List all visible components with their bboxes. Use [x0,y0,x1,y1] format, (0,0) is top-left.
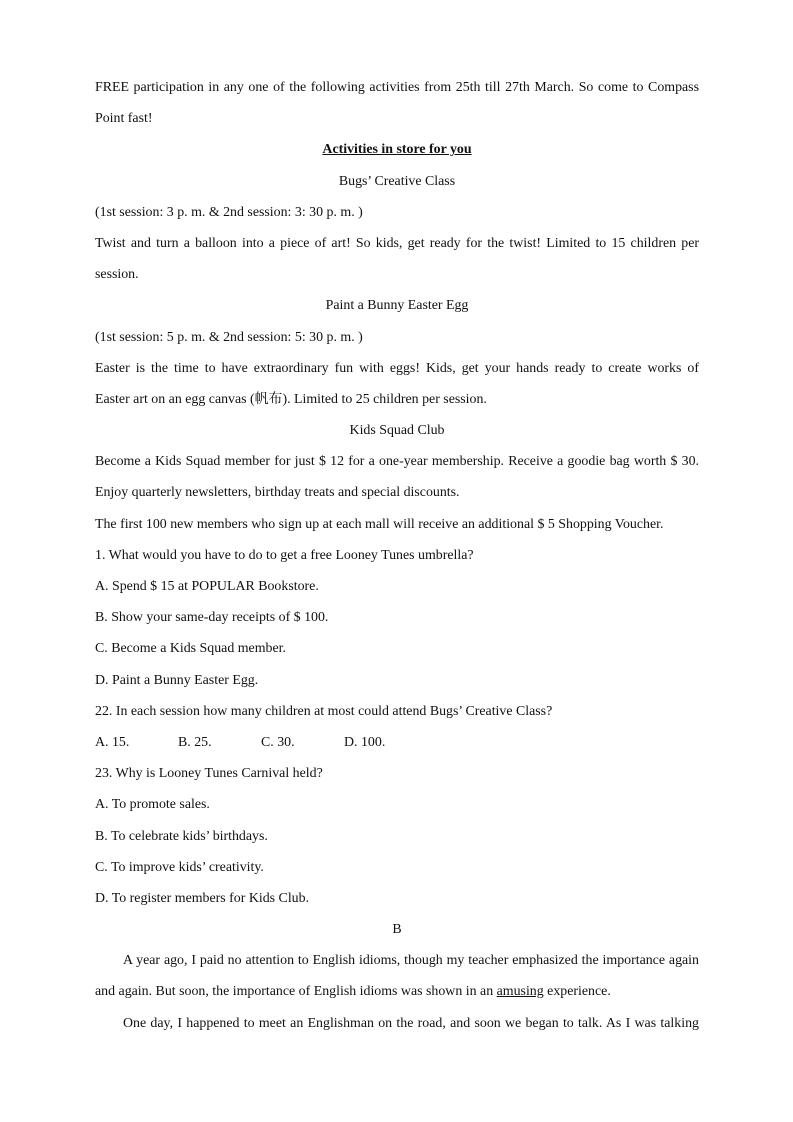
activities-heading: Activities in store for you [322,142,472,158]
question-23-option-a: A. To promote sales. [95,797,210,813]
question-23-option-b: B. To celebrate kids’ birthdays. [95,828,268,844]
question-1-option-b: B. Show your same-day receipts of $ 100. [95,610,329,626]
kids-squad-line-3: The first 100 new members who sign up at each mall will receive an additional $ 5 Shopping Voucher. [95,516,664,532]
question-22-stem: 22. In each session how many children at most could attend Bugs’ Creative Class? [95,703,553,719]
kids-squad-line-2: Enjoy quarterly newsletters, birthday treats and special discounts. [95,485,460,501]
bugs-class-desc-2: session. [95,267,139,283]
bunny-egg-title: Paint a Bunny Easter Egg [325,298,469,314]
question-1-option-c: C. Become a Kids Squad member. [95,641,286,657]
question-1-option-a: A. Spend $ 15 at POPULAR Bookstore. [95,579,319,594]
question-22-option-b: B. 25. [178,734,212,750]
question-23-option-c: C. To improve kids’ creativity. [95,859,264,875]
question-22-option-c: C. 30. [261,734,295,750]
intro-line-1: FREE participation in any one of the following activities from 25th till 27th March. So come to Compass [95,80,699,95]
question-22-options [95,727,699,758]
question-22-option-d: D. 100. [344,734,386,750]
question-22-option-a: A. 15. [95,734,130,750]
question-23-option-d: D. To register members for Kids Club. [95,890,310,906]
bugs-class-desc-1: Twist and turn a balloon into a piece of art! So kids, get ready for the twist! Limited to 15 children per [95,235,699,251]
bugs-class-sessions: (1st session: 3 p. m. & 2nd session: 3: 30 p. m. ) [95,204,363,220]
bugs-class-title: Bugs’ Creative Class [338,173,456,189]
bunny-egg-desc-1: Easter is the time to have extraordinary fun with eggs! Kids, get your hands ready to create works of [95,360,699,376]
section-b-para-1-line-2 [95,976,699,1007]
question-1-stem: 1. What would you have to do to get a free Looney Tunes umbrella? [95,547,474,563]
document-page [95,72,699,1039]
section-b-para-2-line-1: One day, I happened to meet an Englishman on the road, and soon we began to talk. As I was talking [123,1015,699,1031]
para-1-text-post: experience. [543,984,611,1000]
kids-squad-title: Kids Squad Club [349,423,445,439]
para-1-text-pre: and again. But soon, the importance of English idioms was shown in an [95,984,497,1000]
intro-line-2: Point fast! [95,111,153,127]
kids-squad-line-1: Become a Kids Squad member for just $ 12 for a one-year membership. Receive a goodie bag worth $ 30. [95,454,699,470]
section-b-para-1-line-1: A year ago, I paid no attention to English idioms, though my teacher emphasized the importance again [123,953,699,969]
question-1-option-d: D. Paint a Bunny Easter Egg. [95,672,259,688]
section-b-label: B [392,922,402,938]
activities-heading-row [95,134,699,165]
question-23-stem: 23. Why is Looney Tunes Carnival held? [95,766,323,782]
bunny-egg-desc-2: Easter art on an egg canvas (帆布). Limited to 25 children per session. [95,391,487,407]
underlined-word-amusing: amusing [496,984,544,1000]
bunny-egg-sessions: (1st session: 5 p. m. & 2nd session: 5: 30 p. m. ) [95,329,363,345]
